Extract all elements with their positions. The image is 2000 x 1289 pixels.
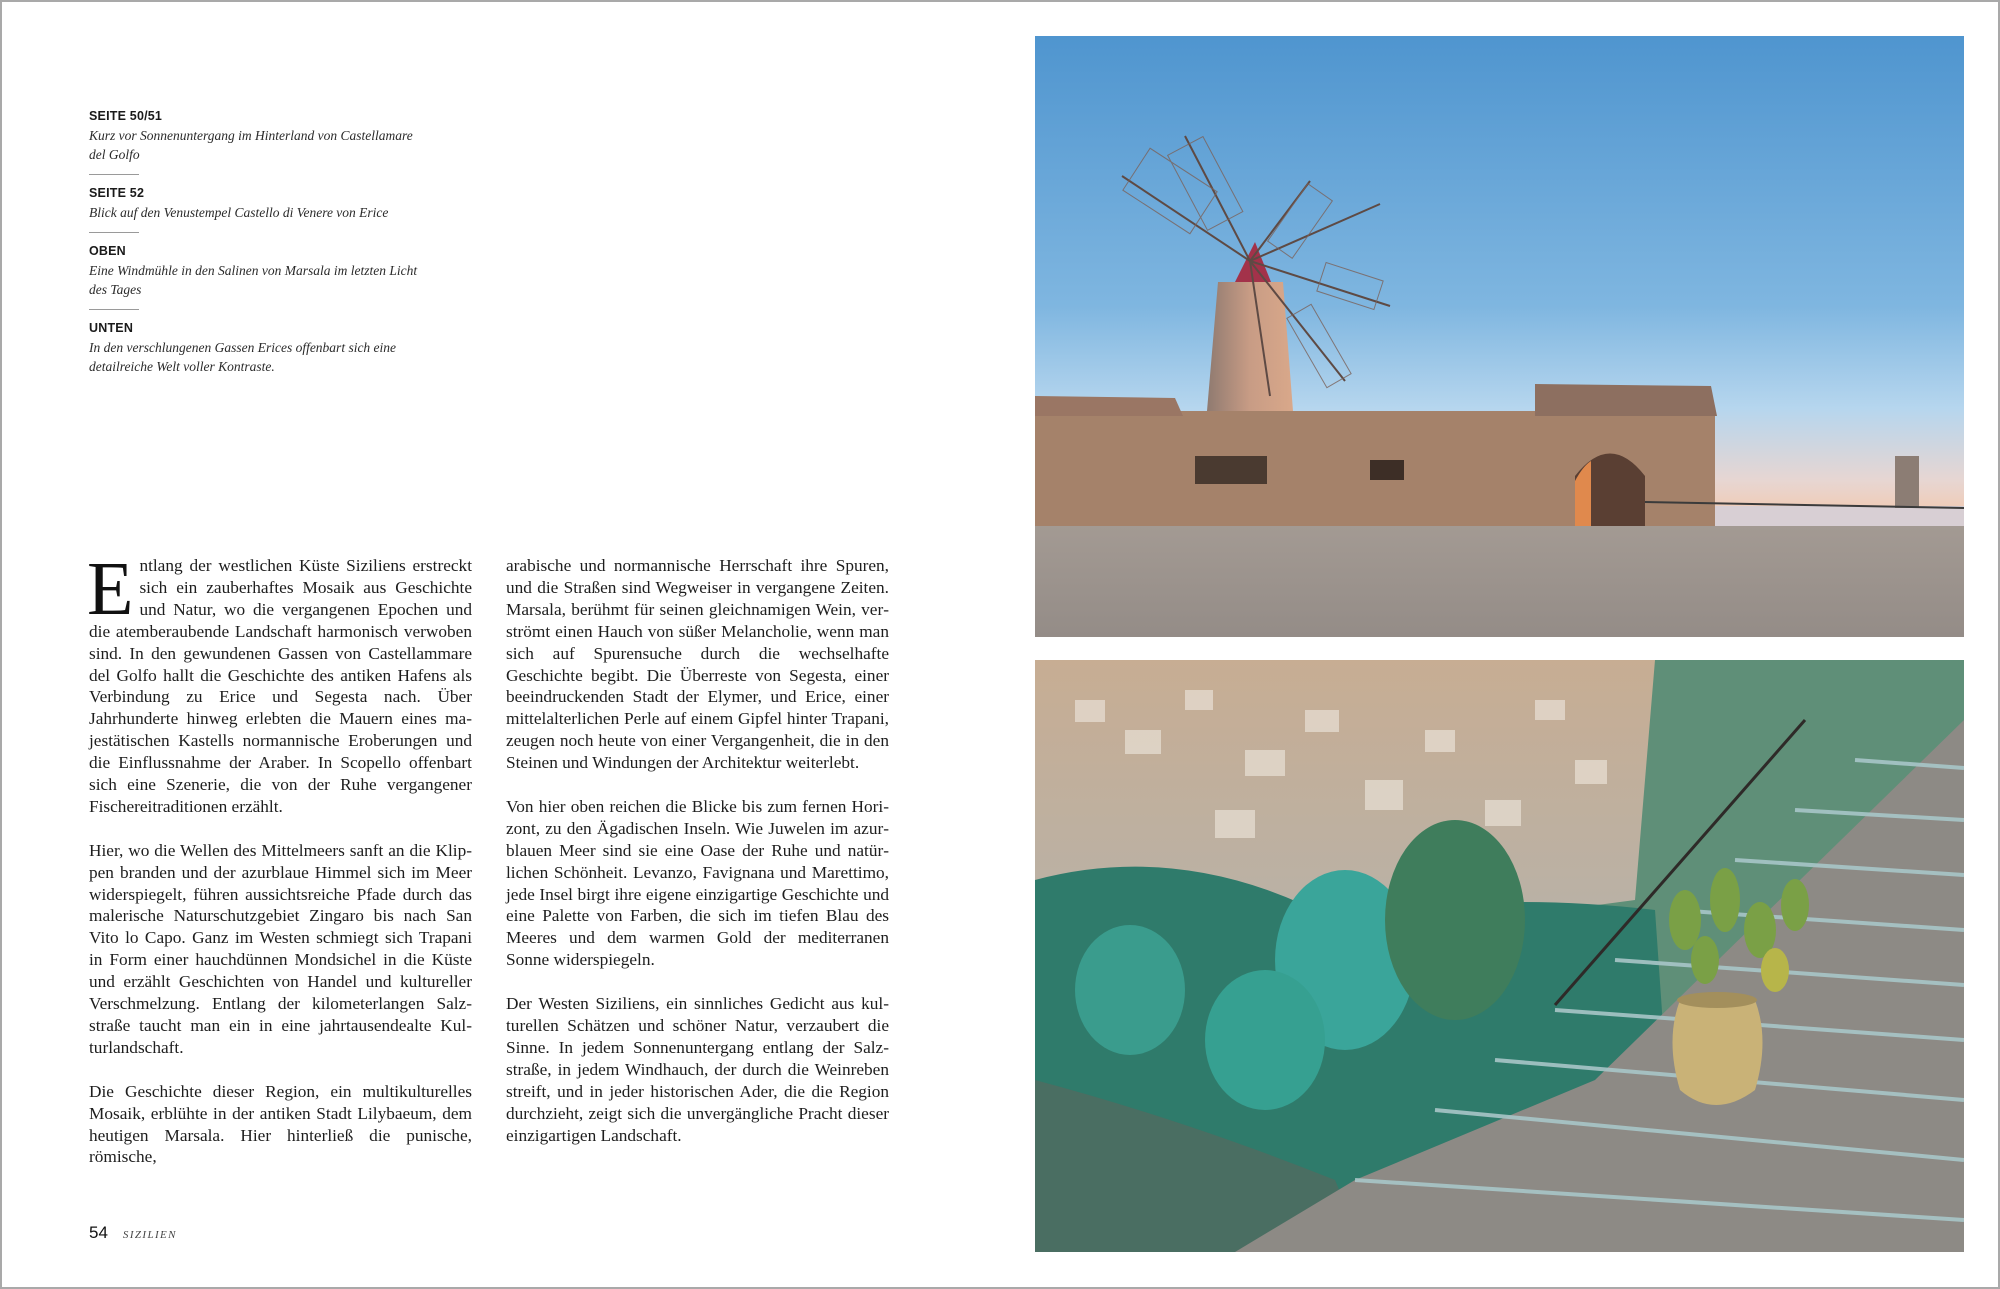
caption-label: SEITE 52 bbox=[89, 186, 145, 200]
photo-windmill bbox=[1035, 36, 1964, 637]
page-footer bbox=[89, 1223, 177, 1243]
article-paragraph: Die Geschichte dieser Region, ein multikulturelles Mosaik, erblühte in der antiken Stadt Lilybaeum, dem heutigen Marsala. Hier hinterließ die punische, römische, bbox=[89, 1081, 472, 1167]
caption-label: SEITE 50/51 bbox=[89, 109, 163, 123]
article-column-right bbox=[506, 555, 889, 1146]
article-paragraph: arabische und normannische Herrschaft ihre Spuren, und die Straßen sind Wegweiser in vergangene Zeiten. Marsala, berühmt für seinen gleichnamigen Wein, verströmt einen Hauch von süßer Melancholie, wenn man sich auf Spurensuche durch die wechselhafte Geschichte begibt. Die Überreste von Segesta, einer beeindruckenden Stadt der Elymer, und Erice, einer mittelalterlichen Perle auf einem Gipfel hinter Trapani, zeugen noch heute von einer Vergangenheit, die in den Steinen und Windungen der Architektur weiterlebt. bbox=[506, 556, 889, 773]
article-paragraph: Hier, wo die Wellen des Mittelmeers sanft an die Klippen branden und der azurblaue Himmel sich im Meer widerspiegelt, führen aussichtsreiche Pfade durch das malerische Naturschutzgebiet Zingaro bis nach San Vito lo Capo. Ganz im Westen schmiegt sich Trapani in Form einer hauchdünnen Mondsichel in die Küste und erzählt Geschichten von Handel und kultureller Verschmelzung. Entlang der kilometerlangen Salzstraße taucht man ein in eine jahrtausendealte Kulturlandschaft. bbox=[89, 840, 472, 1057]
photo-mural-stairway bbox=[1035, 660, 1964, 1252]
article-column-left bbox=[87, 547, 472, 1168]
paragraph-text: ntlang der westlichen Küste Siziliens erstreckt sich ein zauberhaftes Mosaik aus Geschichte und Natur, wo die vergangenen Epochen und die atemberaubende Landschaft harmonisch verwoben sind. In den gewundenen Gassen von Castellammare del Golfo hallt die Geschichte des antiken Hafens als Verbindung zu Erice und Segesta nach. Über Jahrhunderte hinweg erlebten die Mauern eines majestätischen Kastells normannische Eroberungen und die Einflussnahme der Araber. In Scopello offenbart sich eine Szenerie, die von der Ruhe vergangener Fischereitraditionen erzählt. bbox=[89, 556, 472, 816]
article-paragraph: Der Westen Siziliens, ein sinnliches Gedicht aus kulturellen Schätzen und schöner Natur, verzaubert die Sinne. In jedem Sonnenuntergang entlang der Salzstraße, in jedem Windhauch, der durch die Weinreben streift, und in jeder historischen Ader, die die Region durchzieht, zeigt sich die unvergängliche Pracht dieser einzigartigen Landschaft. bbox=[506, 994, 889, 1145]
caption-divider bbox=[89, 232, 139, 233]
caption-oben bbox=[89, 242, 419, 299]
caption-label: UNTEN bbox=[89, 321, 134, 335]
article-paragraph bbox=[87, 547, 472, 818]
article-paragraph: Von hier oben reichen die Blicke bis zum fernen Horizont, zu den Ägadischen Inseln. Wie Juwelen im azurblauen Meer sind sie eine Oase der Ruhe und natürlichen Schönheit. Levanzo, Favignana und Marettimo, jede Insel birgt ihre eigene einzigartige Geschichte und eine Palette von Farben, die sich im tiefen Blau des Meeres und dem warmen Gold der mediterranen Sonne widerspiegeln. bbox=[506, 796, 889, 970]
caption-unten bbox=[89, 319, 419, 376]
running-head: SIZILIEN bbox=[122, 1229, 177, 1241]
caption-text: Blick auf den Venustempel Castello di Venere von Erice bbox=[89, 205, 389, 220]
caption-divider bbox=[89, 309, 139, 310]
caption-label: OBEN bbox=[89, 244, 126, 258]
caption-text: Eine Windmühle in den Salinen von Marsala im letzten Licht des Tages bbox=[89, 263, 418, 297]
page-number: 54 bbox=[89, 1223, 108, 1242]
caption-text: Kurz vor Sonnenuntergang im Hinterland von Castellamare del Golfo bbox=[89, 128, 413, 162]
photo-captions bbox=[89, 107, 419, 376]
caption-seite-50-51 bbox=[89, 107, 419, 164]
caption-divider bbox=[89, 174, 139, 175]
drop-cap: E bbox=[87, 547, 134, 631]
caption-seite-52 bbox=[89, 184, 419, 222]
caption-text: In den verschlungenen Gassen Erices offenbart sich eine detailreiche Welt voller Kontraste. bbox=[89, 340, 397, 374]
mural-photo-illustration bbox=[1035, 660, 1964, 1252]
windmill-photo-illustration bbox=[1035, 36, 1964, 637]
